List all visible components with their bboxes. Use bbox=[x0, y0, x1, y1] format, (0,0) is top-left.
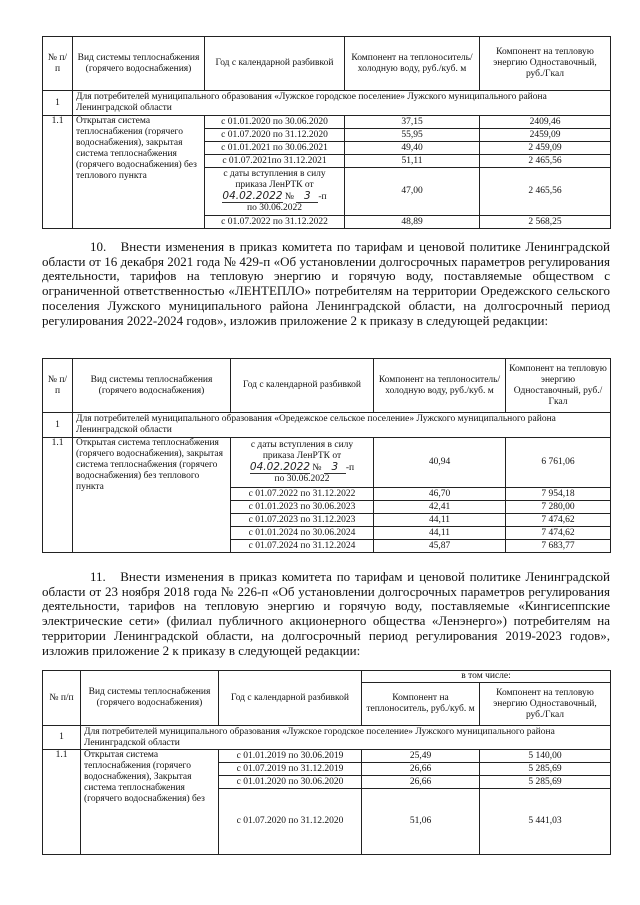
table-row bbox=[43, 116, 611, 129]
paragraph-10 bbox=[42, 240, 610, 328]
energy-value: 6 761,06 bbox=[506, 438, 611, 488]
paragraph-11 bbox=[42, 570, 610, 658]
period-cell: с 01.01.2020 по 30.06.2020 bbox=[205, 116, 345, 129]
period-cell: с 01.07.2020 по 31.12.2020 bbox=[219, 789, 362, 855]
paragraph-10-text: Внести изменения в приказ комитета по тарифам и ценовой политике Ленинградской области от 16 декабря 2021 года № 429-п «Об установлении долгосрочных параметров регулирования деятельности, тарифов на тепловую энергию и горячую воду, поставляемые обществом с ограниченной ответственностью «ЛЕНТЕПЛО» потребителям на территории Оредежского сельского поселения Лужского муниципального района Ленинградской области, на долгосрочный период регулирования 2022-2024 годов», изложив приложение 2 к приказу в следующей редакции: bbox=[42, 239, 611, 328]
energy-value: 2 465,56 bbox=[480, 168, 611, 216]
tariff-table-3 bbox=[42, 670, 611, 855]
header-component-water: Компонент на теплоноситель, руб./куб. м bbox=[362, 683, 480, 726]
water-value: 45,87 bbox=[374, 540, 506, 553]
energy-value: 7 474,62 bbox=[506, 514, 611, 527]
period-cell: с 01.07.2022 по 31.12.2022 bbox=[205, 216, 345, 229]
header-component-energy: Компонент на тепловую энергию Одноставочный, руб./Гкал bbox=[506, 359, 611, 413]
period-cell: с 01.01.2023 по 30.06.2023 bbox=[231, 501, 374, 514]
special-period-cell bbox=[205, 168, 345, 216]
energy-value: 2409,46 bbox=[480, 116, 611, 129]
paragraph-11-number: 11. bbox=[90, 569, 106, 584]
energy-value: 5 285,69 bbox=[480, 763, 611, 776]
energy-value: 2 459,09 bbox=[480, 142, 611, 155]
header-num: № п/п bbox=[43, 359, 73, 413]
group-text: Для потребителей муниципального образования «Лужское городское поселение» Лужского муниципального района Ленинградской области bbox=[81, 726, 611, 750]
period-cell: с 01.01.2019 по 30.06.2019 bbox=[219, 750, 362, 763]
water-value: 47,00 bbox=[345, 168, 480, 216]
order-suffix: -п bbox=[318, 192, 327, 202]
system-type: Открытая система теплоснабжения (горячего водоснабжения), Закрытая система теплоснабжения (горячего водоснабжения) без bbox=[81, 750, 219, 855]
table-row bbox=[43, 750, 611, 763]
energy-value: 5 140,00 bbox=[480, 750, 611, 763]
period-cell: с 01.07.2023 по 31.12.2023 bbox=[231, 514, 374, 527]
group-num: 1 bbox=[43, 413, 73, 438]
handwritten-date: 04.02.2022 bbox=[222, 190, 283, 202]
header-including: в том числе: bbox=[362, 671, 611, 683]
system-type: Открытая система теплоснабжения (горячего водоснабжения), закрытая система теплоснабжения (горячего водоснабжения) без теплового пункта bbox=[73, 116, 205, 229]
period-cell: с 01.07.2022 по 31.12.2022 bbox=[231, 488, 374, 501]
group-text: Для потребителей муниципального образования «Оредежское сельское поселение» Лужского муниципального района Ленинградской области bbox=[73, 413, 611, 438]
special-period-line4: по 30.06.2022 bbox=[247, 203, 302, 213]
group-num: 1 bbox=[43, 91, 73, 116]
header-component-water: Компонент на теплоноситель/холодную воду, руб./куб. м bbox=[374, 359, 506, 413]
water-value: 44,11 bbox=[374, 527, 506, 540]
header-period: Год с календарной разбивкой bbox=[205, 37, 345, 91]
water-value: 26,66 bbox=[362, 763, 480, 776]
water-value: 44,11 bbox=[374, 514, 506, 527]
energy-value: 2459,09 bbox=[480, 129, 611, 142]
header-component-energy: Компонент на тепловую энергию Одноставочный, руб./Гкал bbox=[480, 37, 611, 91]
number-sign: № bbox=[284, 192, 294, 202]
header-num: № п/п bbox=[43, 37, 73, 91]
water-value: 40,94 bbox=[374, 438, 506, 488]
special-period-line2: приказа ЛенРТК от bbox=[235, 180, 314, 190]
group-text: Для потребителей муниципального образования «Лужское городское поселение» Лужского муниципального района Ленинградской области bbox=[73, 91, 611, 116]
order-suffix: -п bbox=[345, 463, 355, 473]
water-value: 48,89 bbox=[345, 216, 480, 229]
energy-value: 5 285,69 bbox=[480, 776, 611, 789]
paragraph-10-number: 10. bbox=[90, 239, 107, 254]
water-value: 55,95 bbox=[345, 129, 480, 142]
special-period-line1: с даты вступления в силу bbox=[223, 169, 326, 179]
period-cell: с 01.07.2019 по 31.12.2019 bbox=[219, 763, 362, 776]
period-cell: с 01.07.2020 по 31.12.2020 bbox=[205, 129, 345, 142]
group-row bbox=[43, 91, 611, 116]
period-cell: с 01.01.2021 по 30.06.2021 bbox=[205, 142, 345, 155]
header-system: Вид системы теплоснабжения (горячего водоснабжения) bbox=[73, 37, 205, 91]
period-cell: с 01.07.2021по 31.12.2021 bbox=[205, 155, 345, 168]
special-period-line3 bbox=[234, 462, 370, 474]
header-period: Год с календарной разбивкой bbox=[219, 671, 362, 726]
group-row bbox=[43, 726, 611, 750]
handwritten-number: 3 bbox=[324, 462, 346, 474]
period-cell: с 01.01.2024 по 30.06.2024 bbox=[231, 527, 374, 540]
paragraph-11-text: Внести изменения в приказ комитета по тарифам и ценовой политике Ленинградской области от 23 ноября 2018 года № 226-п «Об установлении долгосрочных параметров регулирования деятельности, тарифов на тепловую энергию и горячую воду, поставляемые «Кингисеппские электрические сети» (филиал публичного акционерного общества «Ленэнерго») потребителям на территории Ленинградской области, на долгосрочный период регулирования 2019-2023 годов», изложив приложение 2 к приказу в следующей редакции: bbox=[42, 569, 611, 658]
energy-value: 7 280,00 bbox=[506, 501, 611, 514]
water-value: 37,15 bbox=[345, 116, 480, 129]
special-period-cell bbox=[231, 438, 374, 488]
table-header-row bbox=[43, 359, 611, 413]
row-num: 1.1 bbox=[43, 750, 81, 855]
energy-value: 7 954,18 bbox=[506, 488, 611, 501]
energy-value: 2 465,56 bbox=[480, 155, 611, 168]
number-sign: № bbox=[312, 463, 322, 473]
special-period-line4: по 30.06.2022 bbox=[274, 474, 330, 484]
water-value: 51,11 bbox=[345, 155, 480, 168]
header-num: № п/п bbox=[43, 671, 81, 726]
header-system: Вид системы теплоснабжения (горячего водоснабжения) bbox=[73, 359, 231, 413]
handwritten-date: 04.02.2022 bbox=[249, 461, 311, 473]
row-num: 1.1 bbox=[43, 438, 73, 553]
system-type: Открытая система теплоснабжения (горячего водоснабжения), закрытая система теплоснабжения (горячего водоснабжения) без теплового пункта bbox=[73, 438, 231, 553]
special-period-line1: с даты вступления в силу bbox=[250, 440, 354, 450]
table-row bbox=[43, 438, 611, 488]
energy-value: 7 683,77 bbox=[506, 540, 611, 553]
table-header-row bbox=[43, 671, 611, 683]
special-period-line2: приказа ЛенРТК от bbox=[262, 451, 342, 461]
tariff-table-2 bbox=[42, 358, 611, 553]
water-value: 26,66 bbox=[362, 776, 480, 789]
header-system: Вид системы теплоснабжения (горячего водоснабжения) bbox=[81, 671, 219, 726]
energy-value: 5 441,03 bbox=[480, 789, 611, 855]
water-value: 46,70 bbox=[374, 488, 506, 501]
header-component-energy: Компонент на тепловую энергию Одноставочный, руб./Гкал bbox=[480, 683, 611, 726]
tariff-table-1 bbox=[42, 36, 611, 229]
water-value: 51,06 bbox=[362, 789, 480, 855]
header-component-water: Компонент на теплоноситель/холодную воду, руб./куб. м bbox=[345, 37, 480, 91]
handwritten-number: 3 bbox=[296, 191, 318, 203]
period-cell: с 01.01.2020 по 30.06.2020 bbox=[219, 776, 362, 789]
row-num: 1.1 bbox=[43, 116, 73, 229]
group-row bbox=[43, 413, 611, 438]
energy-value: 7 474,62 bbox=[506, 527, 611, 540]
water-value: 25,49 bbox=[362, 750, 480, 763]
special-period-line3 bbox=[208, 191, 341, 203]
table-header-row bbox=[43, 37, 611, 91]
water-value: 42,41 bbox=[374, 501, 506, 514]
water-value: 49,40 bbox=[345, 142, 480, 155]
energy-value: 2 568,25 bbox=[480, 216, 611, 229]
header-period: Год с календарной разбивкой bbox=[231, 359, 374, 413]
period-cell: с 01.07.2024 по 31.12.2024 bbox=[231, 540, 374, 553]
group-num: 1 bbox=[43, 726, 81, 750]
